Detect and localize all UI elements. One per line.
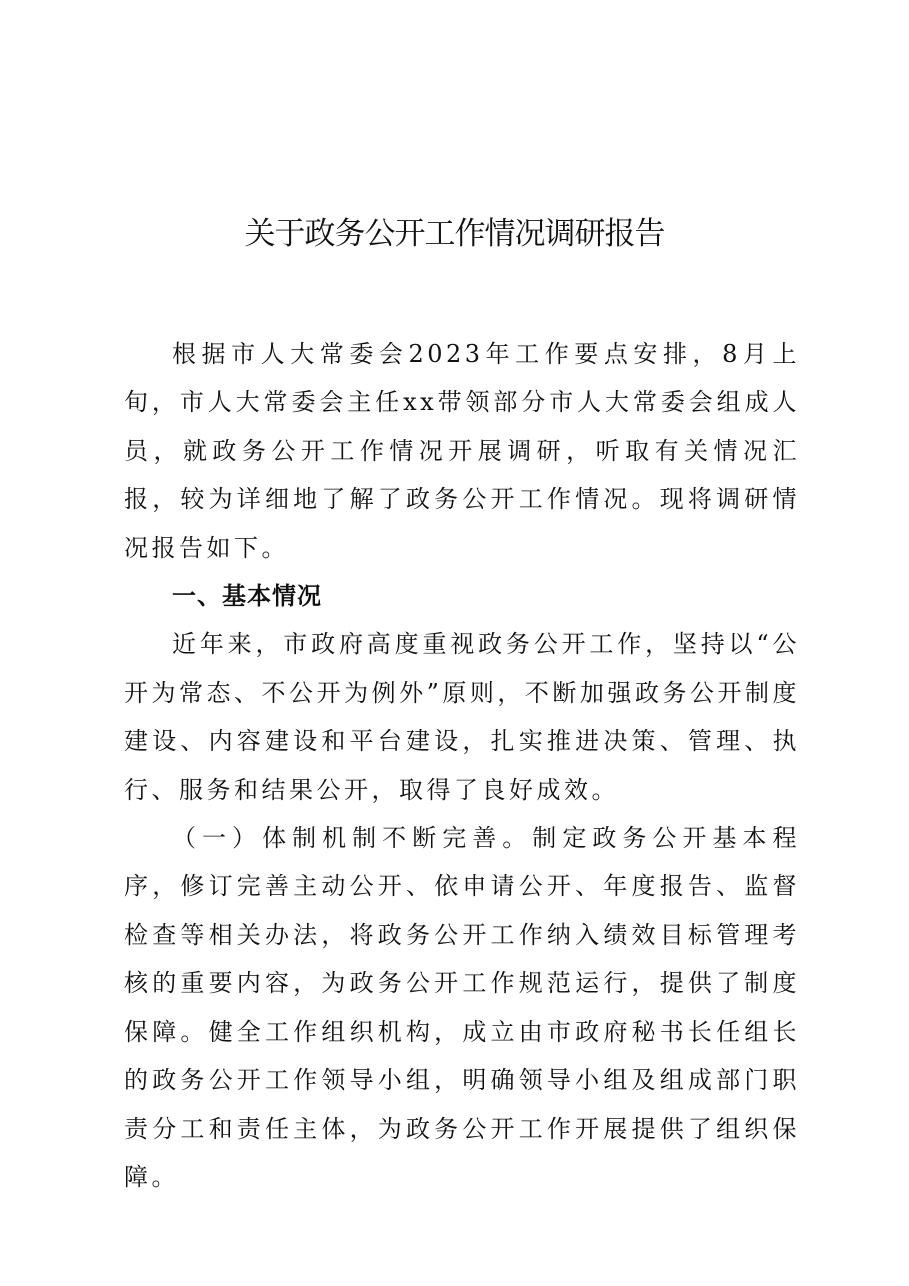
intro-paragraph: 根据市人大常委会2023年工作要点安排，8月上旬，市人大常委会主任xx带领部分市人大常委会组成人员，就政务公开工作情况开展调研，听取有关情况汇报，较为详细地了解了政务公开工作情况。现将调研情况报告如下。 [124,340,800,562]
document-title: 关于政务公开工作情况调研报告 [244,216,665,252]
subsection-paragraph: （一）体制机制不断完善。制定政务公开基本程序，修订完善主动公开、依申请公开、年度报告、监督检查等相关办法，将政务公开工作纳入绩效目标管理考核的重要内容，为政务公开工作规范运行，提供了制度保障。健全工作组织机构，成立由市政府秘书长任组长的政务公开工作领导小组，明确领导小组及组成部门职责分工和责任主体，为政务公开工作开展提供了组织保障。 [124,824,800,1191]
document-body [124,330,800,1201]
section-paragraph: 近年来，市政府高度重视政务公开工作，坚持以“公开为常态、不公开为例外”原则，不断加强政务公开制度建设、内容建设和平台建设，扎实推进决策、管理、执行、服务和结果公开，取得了良好成效。 [124,630,800,804]
section-heading: 一、基本情况 [172,582,322,611]
